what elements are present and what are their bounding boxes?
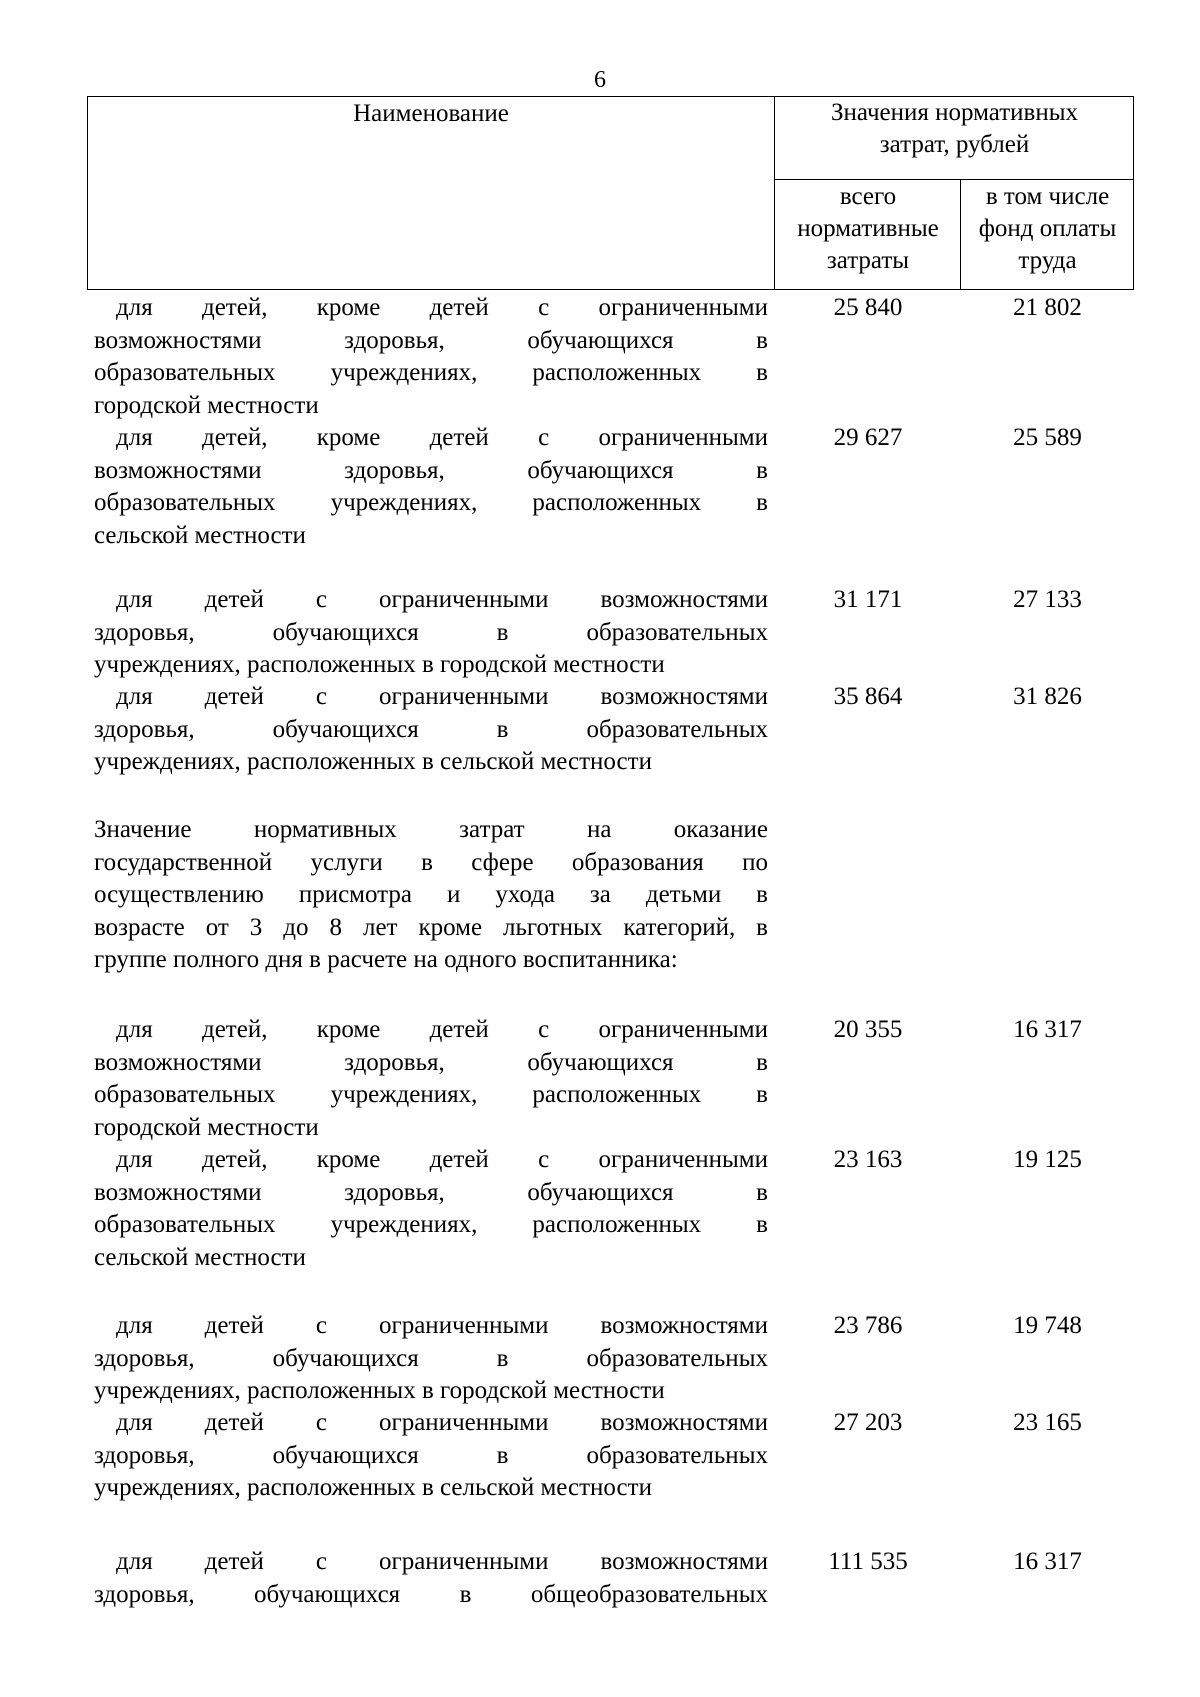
row-total: 31 171 <box>833 586 903 613</box>
row-fund: 23 165 <box>1013 1409 1082 1436</box>
row-total: 23 163 <box>833 1146 903 1173</box>
header-values-title: Значения нормативных затрат, рублей <box>830 99 1079 158</box>
row-total: 23 786 <box>833 1312 903 1339</box>
row-name: для детей с ограниченными возможностями здоровья, обучающихся в образовательных учреждениях, расположенных в сельской местности <box>94 1409 768 1501</box>
column-divider <box>774 97 775 289</box>
row-fund: 31 826 <box>1013 683 1082 710</box>
row-name: для детей, кроме детей с ограниченными возможностями здоровья, обучающихся в образовательных учреждениях, расположенных в сельской местности <box>94 424 768 549</box>
column-divider <box>960 179 961 289</box>
row-total: 29 627 <box>833 424 903 451</box>
page-number: 6 <box>594 67 606 93</box>
header-divider <box>774 179 1133 180</box>
row-total: 35 864 <box>833 683 903 710</box>
row-fund: 16 317 <box>1013 1548 1082 1575</box>
row-total: 20 355 <box>833 1016 903 1043</box>
row-name: для детей с ограниченными возможностями здоровья, обучающихся в образовательных учреждениях, расположенных в сельской местности <box>94 683 768 775</box>
row-fund: 21 802 <box>1013 294 1082 321</box>
row-fund: 19 748 <box>1013 1312 1082 1339</box>
row-fund: 25 589 <box>1013 424 1082 451</box>
row-fund: 19 125 <box>1013 1146 1082 1173</box>
row-name: для детей с ограниченными возможностями здоровья, обучающихся в образовательных учреждениях, расположенных в городской местности <box>94 1312 768 1404</box>
row-name: для детей, кроме детей с ограниченными возможностями здоровья, обучающихся в образовательных учреждениях, расположенных в городской местности <box>94 1016 768 1141</box>
header-total-costs: всего нормативные затраты <box>797 183 939 274</box>
header-wage-fund: в том числе фонд оплаты труда <box>978 183 1117 274</box>
header-name: Наименование <box>353 100 509 127</box>
row-name: для детей с ограниченными возможностями здоровья, обучающихся в образовательных учреждениях, расположенных в городской местности <box>94 586 768 678</box>
row-name: для детей с ограниченными возможностями здоровья, обучающихся в общеобразовательных <box>94 1548 768 1608</box>
row-total: 27 203 <box>833 1409 903 1436</box>
row-fund: 27 133 <box>1013 586 1082 613</box>
row-total: 25 840 <box>833 294 903 321</box>
row-name: Значение нормативных затрат на оказание государственной услуги в сфере образования по осуществлению присмотра и ухода за детьми в возрасте от 3 до 8 лет кроме льготных категорий, в группе полного дня в расчете на одного воспитанника: <box>94 816 768 973</box>
table-header <box>87 96 1134 290</box>
row-total: 111 535 <box>828 1548 908 1575</box>
row-name: для детей, кроме детей с ограниченными возможностями здоровья, обучающихся в образовательных учреждениях, расположенных в сельской местности <box>94 1146 768 1271</box>
row-fund: 16 317 <box>1013 1016 1082 1043</box>
row-name: для детей, кроме детей с ограниченными возможностями здоровья, обучающихся в образовательных учреждениях, расположенных в городской местности <box>94 294 768 419</box>
